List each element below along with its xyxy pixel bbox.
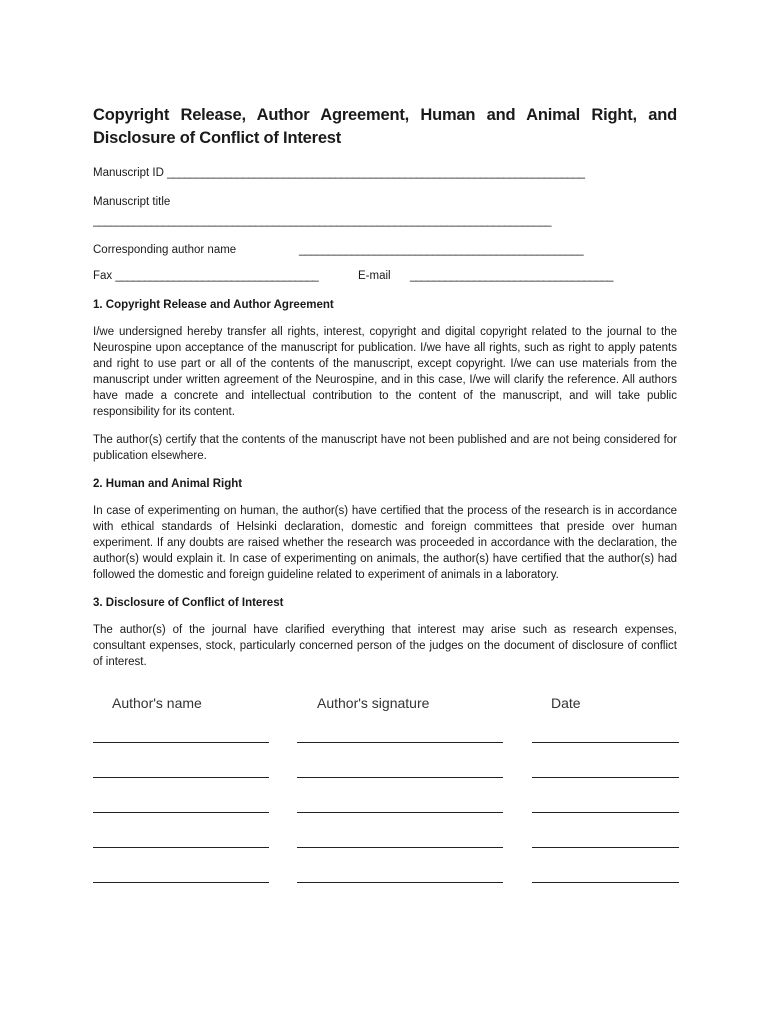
manuscript-title-row bbox=[93, 195, 677, 209]
date-line[interactable] bbox=[532, 742, 679, 743]
signature-table-rows bbox=[93, 742, 677, 917]
document-page bbox=[93, 104, 677, 917]
date-line[interactable] bbox=[532, 777, 679, 778]
section-heading-copyright: 1. Copyright Release and Author Agreement bbox=[93, 299, 334, 311]
date-line[interactable] bbox=[532, 812, 679, 813]
page-title: Copyright Release, Author Agreement, Human and Animal Right, and Disclosure of Conflict of Interest bbox=[93, 106, 677, 147]
author-name-line[interactable] bbox=[93, 812, 269, 813]
date-header: Date bbox=[551, 695, 581, 711]
author-name-line[interactable] bbox=[93, 847, 269, 848]
manuscript-title-label: Manuscript title bbox=[93, 196, 171, 208]
author-name-line[interactable] bbox=[93, 742, 269, 743]
author-signature-line[interactable] bbox=[297, 777, 503, 778]
corresponding-author-row bbox=[93, 243, 677, 257]
section-paragraph: I/we undersigned hereby transfer all rights, interest, copyright and digital copyright related to the journal to the Neurospine upon acceptance of the manuscript for publication. I/we have all rights, such as right to apply patents and right to use part or all of the contents of the manuscript, except copyright. I/we can use materials from the manuscript under written agreement of the Neurospine, and in this case, I/we will clarify the reference. All authors have made a concrete and intellectual contribution to the content of the manuscript, and will take public responsibility for its content. bbox=[93, 326, 677, 418]
section-paragraph: The author(s) certify that the contents of the manuscript have not been published and are not being considered for publication elsewhere. bbox=[93, 434, 677, 462]
fax-label: Fax bbox=[93, 270, 113, 282]
fax-blank[interactable]: ___________________________________ bbox=[115, 270, 319, 282]
author-name-line[interactable] bbox=[93, 777, 269, 778]
email-blank[interactable]: ___________________________________ bbox=[410, 270, 613, 282]
date-line[interactable] bbox=[532, 847, 679, 848]
author-name-line[interactable] bbox=[93, 882, 269, 883]
author-signature-line[interactable] bbox=[297, 812, 503, 813]
signature-row bbox=[93, 742, 677, 777]
manuscript-id-row bbox=[93, 166, 677, 180]
author-signature-line[interactable] bbox=[297, 882, 503, 883]
signature-row bbox=[93, 882, 677, 917]
corresponding-author-label: Corresponding author name bbox=[93, 244, 237, 256]
fax-email-row bbox=[93, 269, 677, 283]
manuscript-id-label: Manuscript ID bbox=[93, 167, 164, 179]
section-paragraph: The author(s) of the journal have clarified everything that interest may arise such as research expenses, consultant expenses, stock, particularly concerned person of the judges on the document of disclosure of conflict of interest. bbox=[93, 624, 677, 668]
author-signature-line[interactable] bbox=[297, 742, 503, 743]
fax-field bbox=[93, 269, 358, 283]
authors-signature-header: Author's signature bbox=[317, 695, 430, 711]
section-paragraph: In case of experimenting on human, the author(s) have certified that the process of the research is in accordance with ethical standards of Helsinki declaration, domestic and foreign committees that preside over human experiment. If any doubts are raised whether the research was proceeded in accordance with the declaration, the author(s) would explain it. In case of experimenting on animals, the author(s) have certified that the author(s) had followed the domestic and foreign guideline related to experiment of animals in a laboratory. bbox=[93, 505, 677, 581]
section-heading-human-animal: 2. Human and Animal Right bbox=[93, 478, 243, 490]
section-heading-conflict: 3. Disclosure of Conflict of Interest bbox=[93, 597, 284, 609]
signature-table-header bbox=[93, 694, 677, 712]
authors-name-header: Author's name bbox=[112, 695, 202, 711]
manuscript-id-blank[interactable]: ________________________________________________________________________ bbox=[167, 167, 585, 179]
corresponding-author-blank[interactable]: _________________________________________________ bbox=[299, 244, 583, 256]
email-label: E-mail bbox=[358, 270, 391, 282]
signature-row bbox=[93, 777, 677, 812]
manuscript-title-blank[interactable]: _______________________________________________________________________________ bbox=[93, 215, 551, 227]
author-signature-line[interactable] bbox=[297, 847, 503, 848]
signature-row bbox=[93, 812, 677, 847]
signature-row bbox=[93, 847, 677, 882]
date-line[interactable] bbox=[532, 882, 679, 883]
